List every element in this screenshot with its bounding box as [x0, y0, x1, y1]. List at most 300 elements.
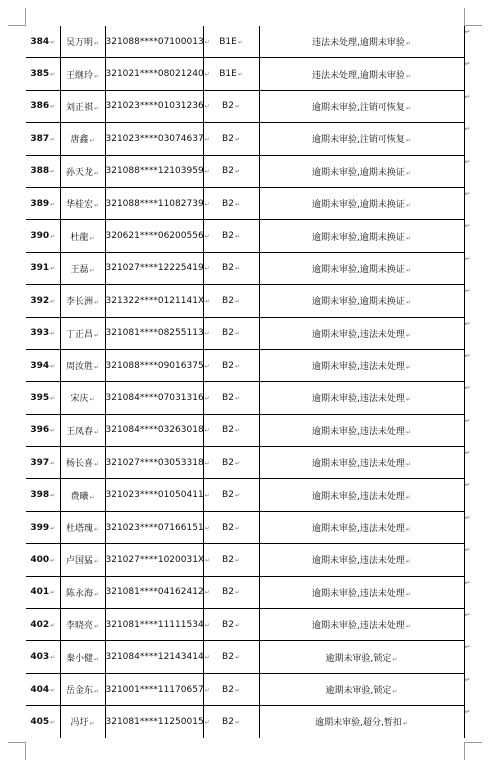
row-end-mark-icon: ↵ [464, 189, 471, 198]
row-end-mark-icon: ↵ [464, 287, 471, 296]
paragraph-mark-icon: ↵ [50, 556, 56, 564]
license-class: B2 [222, 522, 234, 533]
driver-name-cell [60, 187, 105, 219]
license-class-cell [203, 447, 259, 479]
license-status-cell [259, 609, 471, 641]
driver-name: 吴万明 [65, 38, 93, 49]
paragraph-mark-icon: ↵ [405, 266, 411, 274]
id-number-cell [105, 382, 210, 414]
id-number-cell [105, 285, 211, 317]
driver-name-cell [60, 479, 105, 511]
license-class-cell [203, 609, 259, 641]
row-number: 391 [30, 263, 50, 274]
driver-name-cell [60, 447, 105, 479]
paragraph-mark-icon: ↵ [93, 526, 100, 534]
license-class-cell [203, 641, 259, 673]
license-status-cell [259, 90, 471, 122]
row-number-cell [26, 90, 60, 122]
driver-name: 刘正祺 [65, 102, 93, 113]
row-number-cell [26, 252, 60, 284]
paragraph-mark-icon: ↵ [89, 493, 95, 501]
table-row [26, 609, 464, 641]
id-number: 321023****03074637 [105, 133, 204, 144]
id-number-cell [105, 58, 210, 90]
paragraph-mark-icon: ↵ [205, 556, 211, 564]
driver-name: 丁正昌 [65, 329, 93, 340]
paragraph-mark-icon: ↵ [50, 103, 56, 111]
row-number: 387 [30, 133, 50, 144]
paragraph-mark-icon: ↵ [50, 718, 56, 726]
license-class-cell [203, 706, 259, 738]
driver-name-cell [60, 317, 105, 349]
paragraph-mark-icon: ↵ [405, 104, 411, 112]
paragraph-mark-icon: ↵ [50, 38, 56, 46]
license-class-cell [203, 58, 259, 90]
paragraph-mark-icon: ↵ [234, 459, 240, 467]
license-class-cell [203, 90, 259, 122]
paragraph-mark-icon: ↵ [234, 427, 240, 435]
license-class: B2 [222, 684, 234, 695]
id-number-cell [105, 673, 210, 705]
table-row [26, 26, 464, 58]
row-number-cell [26, 479, 60, 511]
paragraph-mark-icon: ↵ [234, 168, 240, 176]
license-status: 逾期未审验,违法未处理 [312, 329, 405, 340]
row-number: 403 [30, 652, 50, 663]
license-class-cell [203, 479, 259, 511]
driver-name-cell [60, 155, 105, 187]
paragraph-mark-icon: ↵ [392, 655, 398, 663]
license-class: B2 [222, 328, 234, 339]
driver-name: 王凤春 [65, 426, 93, 437]
paragraph-mark-icon: ↵ [50, 135, 56, 143]
table-row [26, 123, 464, 155]
paragraph-mark-icon: ↵ [234, 394, 240, 402]
paragraph-mark-icon: ↵ [204, 524, 210, 532]
license-status: 逾期未审验,逾期未换证 [312, 167, 405, 178]
paragraph-mark-icon: ↵ [93, 688, 100, 695]
paragraph-mark-icon: ↵ [234, 233, 240, 241]
license-class: B2 [222, 231, 234, 242]
driver-name: 李晓亮 [65, 621, 93, 632]
paragraph-mark-icon: ↵ [50, 330, 56, 338]
paragraph-mark-icon: ↵ [50, 589, 56, 597]
license-status: 逾期未审验,逾期未换证 [312, 200, 405, 211]
crop-mark-top-left-h [8, 25, 26, 26]
row-number-cell [26, 187, 60, 219]
id-number: 321088****12103959 [105, 166, 204, 177]
table-row [26, 511, 464, 543]
crop-mark-top-left-v [25, 8, 26, 26]
driver-name: 费曦 [70, 491, 89, 502]
paragraph-mark-icon: ↵ [89, 720, 95, 728]
license-class: B2 [222, 587, 234, 598]
license-class: B2 [222, 198, 234, 209]
license-status-cell [259, 58, 471, 90]
license-class-cell [203, 123, 259, 155]
id-number: 321021****08021240 [105, 69, 204, 80]
paragraph-mark-icon: ↵ [234, 265, 240, 273]
license-class-cell [203, 673, 259, 705]
crop-mark-bottom-left-v [25, 742, 26, 760]
crop-mark-bottom-left-h [8, 742, 26, 743]
table-row [26, 252, 464, 284]
license-status-cell [259, 155, 471, 187]
license-status-cell [259, 252, 471, 284]
row-end-mark-icon: ↵ [464, 60, 471, 69]
license-class: B2 [222, 716, 234, 727]
license-status: 逾期未审验,注销可恢复 [312, 102, 405, 113]
paragraph-mark-icon: ↵ [204, 135, 210, 143]
row-end-mark-icon: ↵ [464, 319, 471, 328]
driver-name: 杜塔瑰 [65, 524, 93, 535]
row-end-mark-icon: ↵ [464, 578, 471, 587]
id-number: 321322****0121141X [105, 295, 205, 306]
row-number-cell [26, 382, 60, 414]
row-number: 392 [30, 295, 50, 306]
driver-name-cell [60, 673, 105, 705]
id-number-cell [105, 155, 210, 187]
paragraph-mark-icon: ↵ [204, 103, 210, 111]
license-class: B1E [219, 69, 237, 80]
driver-name-cell [60, 576, 105, 608]
paragraph-mark-icon: ↵ [50, 686, 56, 694]
id-number: 321027****03053318 [105, 457, 204, 468]
paragraph-mark-icon: ↵ [50, 621, 56, 629]
paragraph-mark-icon: ↵ [405, 428, 411, 436]
paragraph-mark-icon: ↵ [204, 71, 210, 79]
id-number-cell [105, 706, 210, 738]
row-number: 400 [30, 554, 50, 565]
paragraph-mark-icon: ↵ [93, 169, 100, 177]
driver-name-cell [60, 414, 105, 446]
paragraph-mark-icon: ↵ [50, 394, 56, 402]
id-number-cell [105, 641, 210, 673]
license-status: 逾期未审验,逾期未换证 [312, 297, 405, 308]
paragraph-mark-icon: ↵ [234, 718, 240, 726]
id-number-cell [105, 544, 211, 576]
paragraph-mark-icon: ↵ [234, 362, 240, 370]
driver-name: 周汝胜 [65, 362, 93, 373]
license-status-cell [259, 706, 471, 738]
driver-name-cell [60, 706, 105, 738]
driver-name-cell [60, 511, 105, 543]
row-number-cell [26, 220, 60, 252]
row-number: 399 [30, 522, 50, 533]
driver-name: 杨长喜 [65, 459, 93, 470]
driver-name: 王继玲 [65, 70, 93, 81]
row-end-mark-icon: ↵ [464, 546, 471, 555]
paragraph-mark-icon: ↵ [405, 137, 411, 145]
paragraph-mark-icon: ↵ [405, 331, 411, 339]
row-number: 384 [30, 36, 50, 47]
license-class: B2 [222, 295, 234, 306]
paragraph-mark-icon: ↵ [405, 590, 411, 598]
paragraph-mark-icon: ↵ [50, 492, 56, 500]
paragraph-mark-icon: ↵ [234, 492, 240, 500]
row-number: 397 [30, 457, 50, 468]
paragraph-mark-icon: ↵ [402, 720, 408, 728]
row-number: 389 [30, 198, 50, 209]
table-row [26, 187, 464, 219]
driver-name: 杜龍 [70, 232, 89, 243]
paragraph-mark-icon: ↵ [89, 266, 95, 274]
crop-mark-top-right-v [464, 8, 465, 26]
license-status: 逾期未审验,违法未处理 [312, 621, 405, 632]
license-status: 逾期未审验,锁定 [325, 653, 392, 664]
paragraph-mark-icon: ↵ [93, 428, 100, 436]
crop-mark-bottom-right-v [464, 742, 465, 760]
license-status-cell [259, 544, 471, 576]
license-status-cell [259, 414, 471, 446]
paragraph-mark-icon: ↵ [204, 265, 210, 273]
row-number-cell [26, 317, 60, 349]
row-number-cell [26, 349, 60, 381]
paragraph-mark-icon: ↵ [204, 654, 210, 662]
row-number-cell [26, 155, 60, 187]
paragraph-mark-icon: ↵ [50, 654, 56, 662]
driver-name-cell [60, 609, 105, 641]
driver-name-cell [60, 544, 105, 576]
license-class: B2 [222, 652, 234, 663]
paragraph-mark-icon: ↵ [204, 492, 210, 500]
id-number-cell [105, 317, 210, 349]
id-number: 321027****1020031X [105, 554, 205, 565]
license-status: 逾期未审验,违法未处理 [312, 394, 405, 405]
license-class: B2 [222, 101, 234, 112]
license-status-cell [259, 317, 471, 349]
paragraph-mark-icon: ↵ [405, 461, 411, 469]
paragraph-mark-icon: ↵ [50, 427, 56, 435]
paragraph-mark-icon: ↵ [204, 330, 210, 338]
license-class-cell [203, 187, 259, 219]
row-end-mark-icon: ↵ [464, 416, 471, 425]
crop-mark-top-right-h [464, 25, 482, 26]
driver-name-cell [60, 26, 105, 58]
id-number: 320621****06200556 [105, 231, 204, 242]
license-class: B2 [222, 425, 234, 436]
id-number-cell [105, 479, 210, 511]
license-class-cell [203, 511, 259, 543]
paragraph-mark-icon: ↵ [405, 364, 411, 372]
row-end-mark-icon: ↵ [464, 351, 471, 360]
paragraph-mark-icon: ↵ [50, 297, 56, 305]
row-end-mark-icon: ↵ [464, 675, 471, 684]
table-row [26, 447, 464, 479]
id-number: 321023****07166151 [105, 522, 204, 533]
license-class: B2 [222, 133, 234, 144]
driver-name: 宋庆 [70, 394, 89, 405]
table-row [26, 544, 464, 576]
license-class: B2 [222, 619, 234, 630]
paragraph-mark-icon: ↵ [93, 104, 100, 112]
paragraph-mark-icon: ↵ [50, 168, 56, 176]
row-number-cell [26, 26, 60, 58]
id-number-cell [105, 252, 210, 284]
table-row [26, 641, 464, 673]
paragraph-mark-icon: ↵ [234, 654, 240, 662]
driver-name: 李长洲 [65, 297, 93, 308]
id-number: 321081****04162412 [105, 587, 204, 598]
row-end-mark-icon: ↵ [464, 222, 471, 231]
driver-name-cell [60, 285, 105, 317]
paragraph-mark-icon: ↵ [204, 427, 210, 435]
license-status-cell [259, 576, 471, 608]
driver-name: 岳金东 [65, 686, 93, 696]
id-number-cell [105, 609, 210, 641]
paragraph-mark-icon: ↵ [405, 299, 411, 307]
id-number-cell [105, 414, 210, 446]
row-end-mark-icon: ↵ [464, 92, 471, 101]
table-row [26, 576, 464, 608]
license-class: B2 [222, 263, 234, 274]
id-number-cell [105, 349, 210, 381]
paragraph-mark-icon: ↵ [93, 202, 100, 210]
driver-status-table [26, 26, 471, 738]
id-number-cell [105, 26, 210, 58]
row-end-mark-icon: ↵ [464, 125, 471, 134]
paragraph-mark-icon: ↵ [234, 524, 240, 532]
row-end-mark-icon: ↵ [464, 481, 471, 490]
row-end-mark-icon: ↵ [464, 513, 471, 522]
paragraph-mark-icon: ↵ [405, 169, 411, 177]
crop-mark-bottom-right-h [464, 742, 482, 743]
paragraph-mark-icon: ↵ [405, 558, 411, 566]
license-status: 逾期未审验,锁定 [325, 686, 392, 696]
row-end-mark-icon: ↵ [464, 28, 471, 36]
paragraph-mark-icon: ↵ [204, 589, 210, 597]
license-status: 违法未处理,逾期未审验 [312, 38, 405, 49]
license-status: 违法未处理,逾期未审验 [312, 70, 405, 81]
license-status: 逾期未审验,违法未处理 [312, 491, 405, 502]
row-number-cell [26, 447, 60, 479]
license-status: 逾期未审验,超分,暂扣 [315, 718, 402, 729]
driver-name: 陈永海 [65, 588, 93, 599]
row-number-cell [26, 58, 60, 90]
license-status-cell [259, 26, 471, 58]
id-number: 321088****07100013 [105, 36, 204, 47]
row-number-cell [26, 609, 60, 641]
row-number: 404 [30, 684, 50, 695]
id-number: 321084****07031316 [105, 392, 204, 403]
paragraph-mark-icon: ↵ [93, 299, 100, 307]
driver-name: 华桂宏 [65, 200, 93, 211]
table-row [26, 479, 464, 511]
id-number-cell [105, 123, 210, 155]
paragraph-mark-icon: ↵ [93, 364, 100, 372]
table-row [26, 349, 464, 381]
license-status: 逾期未审验,逾期未换证 [312, 232, 405, 243]
license-status: 逾期未审验,违法未处理 [312, 362, 405, 373]
paragraph-mark-icon: ↵ [204, 459, 210, 467]
row-number: 386 [30, 101, 50, 112]
paragraph-mark-icon: ↵ [50, 459, 56, 467]
license-class: B2 [222, 490, 234, 501]
row-number: 396 [30, 425, 50, 436]
table-row [26, 90, 464, 122]
id-number: 321001****11170657 [105, 684, 204, 695]
license-class: B2 [222, 392, 234, 403]
row-number-cell [26, 414, 60, 446]
license-status: 逾期未审验,违法未处理 [312, 524, 405, 535]
license-class-cell [203, 252, 259, 284]
id-number: 321081****11250015 [105, 716, 204, 727]
paragraph-mark-icon: ↵ [50, 200, 56, 208]
paragraph-mark-icon: ↵ [405, 234, 411, 242]
license-status: 逾期未审验,注销可恢复 [312, 135, 405, 146]
row-end-mark-icon: ↵ [464, 708, 471, 717]
id-number: 321088****09016375 [105, 360, 204, 371]
row-end-mark-icon: ↵ [464, 643, 471, 652]
paragraph-mark-icon: ↵ [50, 233, 56, 241]
license-status-cell [259, 511, 471, 543]
id-number: 321088****11082739 [105, 198, 204, 209]
license-class-cell [203, 220, 259, 252]
license-status-cell [259, 641, 471, 673]
paragraph-mark-icon: ↵ [204, 38, 210, 46]
row-end-mark-icon: ↵ [464, 254, 471, 263]
license-class-cell [203, 26, 259, 58]
row-number: 390 [30, 231, 50, 242]
paragraph-mark-icon: ↵ [237, 71, 243, 79]
paragraph-mark-icon: ↵ [234, 200, 240, 208]
license-class: B2 [222, 554, 234, 565]
row-number: 388 [30, 166, 50, 177]
license-class: B1E [219, 36, 237, 47]
paragraph-mark-icon: ↵ [204, 394, 210, 402]
license-status-cell [259, 285, 471, 317]
paragraph-mark-icon: ↵ [204, 362, 210, 370]
row-number: 393 [30, 328, 50, 339]
paragraph-mark-icon: ↵ [93, 331, 100, 339]
table-row [26, 382, 464, 414]
paragraph-mark-icon: ↵ [93, 623, 100, 631]
row-number-cell [26, 673, 60, 705]
paragraph-mark-icon: ↵ [93, 655, 100, 663]
paragraph-mark-icon: ↵ [234, 330, 240, 338]
license-status: 逾期未审验,违法未处理 [312, 426, 405, 437]
driver-name: 孙天龙 [65, 167, 93, 178]
table-row [26, 285, 464, 317]
paragraph-mark-icon: ↵ [392, 688, 398, 695]
paragraph-mark-icon: ↵ [50, 362, 56, 370]
driver-name-cell [60, 58, 105, 90]
paragraph-mark-icon: ↵ [204, 200, 210, 208]
row-number-cell [26, 511, 60, 543]
paragraph-mark-icon: ↵ [405, 72, 411, 80]
paragraph-mark-icon: ↵ [405, 40, 411, 48]
paragraph-mark-icon: ↵ [234, 556, 240, 564]
table-row [26, 317, 464, 349]
paragraph-mark-icon: ↵ [93, 590, 100, 598]
row-end-mark-icon: ↵ [464, 611, 471, 620]
license-status-cell [259, 382, 471, 414]
driver-name: 冯圩 [70, 718, 89, 729]
id-number: 321081****11111534 [105, 619, 204, 630]
id-number: 321081****08255113 [105, 328, 204, 339]
row-end-mark-icon: ↵ [464, 157, 471, 166]
id-number: 321023****01031236 [105, 101, 204, 112]
paragraph-mark-icon: ↵ [89, 396, 95, 404]
table-row [26, 673, 464, 705]
paragraph-mark-icon: ↵ [89, 234, 95, 242]
paragraph-mark-icon: ↵ [234, 297, 240, 305]
table-row [26, 58, 464, 90]
paragraph-mark-icon: ↵ [234, 686, 240, 694]
table-row [26, 414, 464, 446]
license-status: 逾期未审验,违法未处理 [312, 556, 405, 567]
paragraph-mark-icon: ↵ [93, 40, 100, 48]
